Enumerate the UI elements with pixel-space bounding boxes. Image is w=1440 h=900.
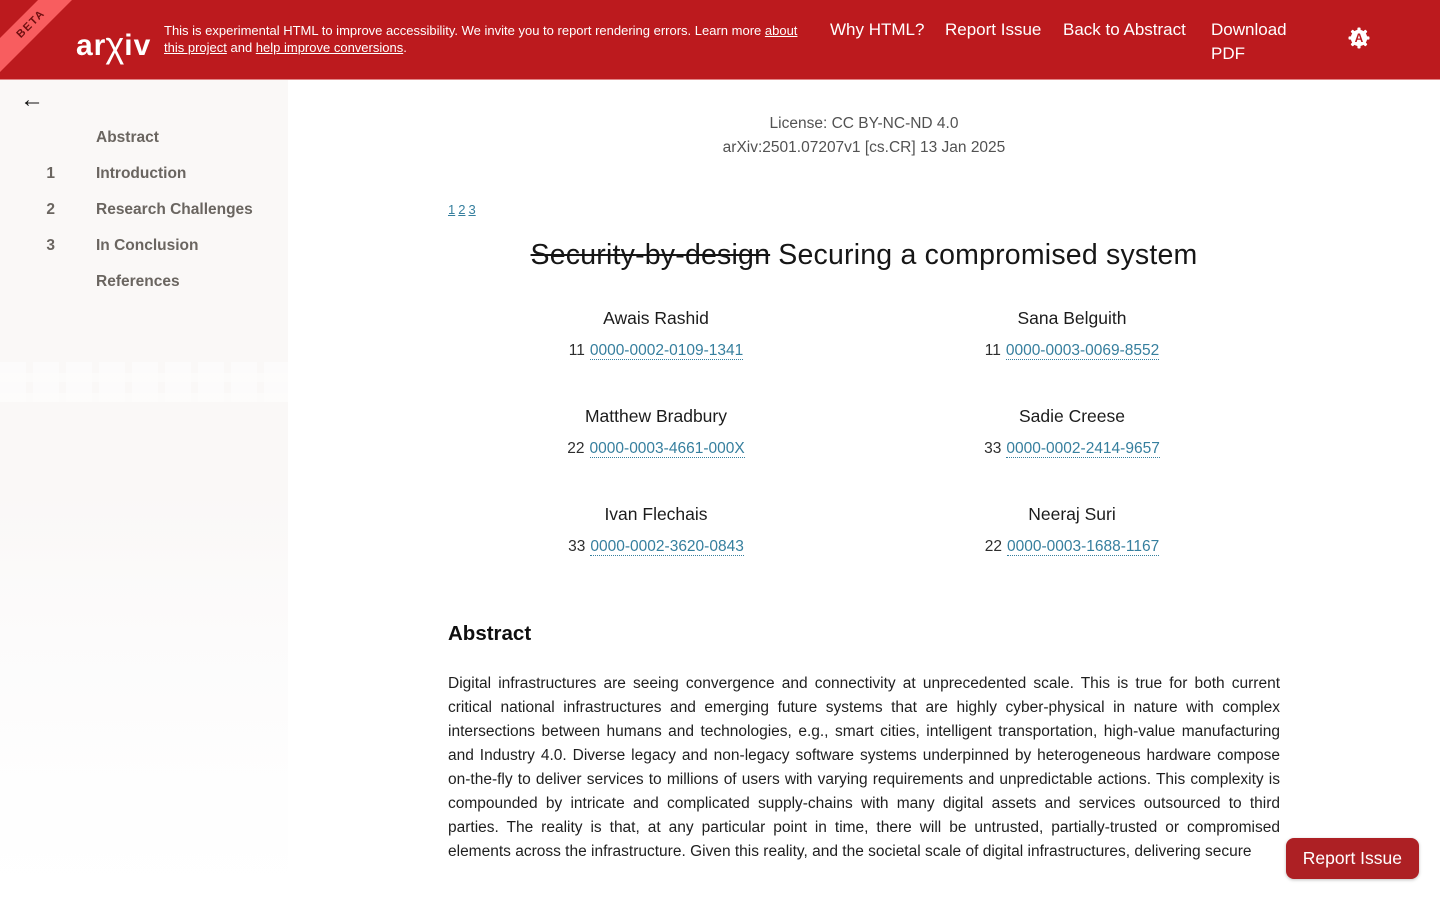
nav-why-html[interactable]: Why HTML? xyxy=(830,20,925,39)
author-orcid-link[interactable]: 0000-0003-0069-8552 xyxy=(1005,342,1160,359)
author-name: Sana Belguith xyxy=(1017,308,1127,328)
author-block xyxy=(448,406,864,458)
author-orcid-link[interactable]: 0000-0003-1688-1167 xyxy=(1006,538,1160,555)
sidebar-watermark xyxy=(0,362,288,402)
author-block xyxy=(448,308,864,360)
logo-text-iv: iv xyxy=(124,29,152,62)
author-affiliation-mark: 11 xyxy=(568,342,585,359)
nav-download-pdf[interactable]: Download PDF xyxy=(1211,20,1287,63)
report-issue-floating-button[interactable]: Report Issue xyxy=(1286,838,1419,879)
title-rest-part: Securing a compromised system xyxy=(770,239,1198,271)
toc-sidebar xyxy=(0,80,288,900)
author-orcid-link[interactable]: 0000-0002-0109-1341 xyxy=(589,342,744,359)
footnote-link-1[interactable]: 1 xyxy=(448,202,456,217)
notice-text: This is experimental HTML to improve accessibility. We invite you to report rendering errors. Learn more xyxy=(164,23,765,38)
nav-back-to-abstract[interactable]: Back to Abstract xyxy=(1063,20,1186,39)
author-name: Sadie Creese xyxy=(1018,406,1126,426)
toc-number: 2 xyxy=(46,201,55,218)
author-block xyxy=(448,504,864,556)
gear-letter-a: A xyxy=(1354,31,1364,46)
author-block xyxy=(864,504,1280,556)
about-this-project-link[interactable]: about this project xyxy=(164,23,798,55)
author-name: Neeraj Suri xyxy=(1028,504,1116,524)
authors-grid xyxy=(448,308,1280,556)
notice-period: . xyxy=(403,40,407,55)
abstract-heading: Abstract xyxy=(448,622,532,645)
author-block xyxy=(864,308,1280,360)
author-affiliation-mark: 11 xyxy=(984,342,1001,359)
title-strikethrough-part: Security-by-design xyxy=(530,239,771,271)
toc-label: Research Challenges xyxy=(96,201,253,218)
license-line: License: CC BY-NC-ND 4.0 xyxy=(769,115,959,132)
collapse-sidebar-arrow-icon[interactable]: ← xyxy=(20,86,44,113)
arxiv-logo[interactable] xyxy=(76,22,151,64)
paper-title xyxy=(448,239,1280,272)
footnote-link-2[interactable]: 2 xyxy=(458,202,466,217)
author-name: Matthew Bradbury xyxy=(584,406,727,426)
author-orcid-link[interactable]: 0000-0002-2414-9657 xyxy=(1006,440,1160,457)
table-of-contents xyxy=(0,120,288,300)
notice-and-text: and xyxy=(226,40,256,55)
toc-item-research-challenges[interactable] xyxy=(0,192,288,228)
logo-text-ar: ar xyxy=(76,29,107,62)
arxiv-id-line: arXiv:2501.07207v1 [cs.CR] 13 Jan 2025 xyxy=(722,139,1006,156)
author-orcid-link[interactable]: 0000-0002-3620-0843 xyxy=(590,538,744,555)
author-name: Awais Rashid xyxy=(603,308,709,328)
paper-content-area xyxy=(288,80,1440,900)
toc-label: Abstract xyxy=(96,129,159,146)
author-block xyxy=(864,406,1280,458)
author-name: Ivan Flechais xyxy=(604,504,708,524)
author-affiliation-mark: 33 xyxy=(568,538,586,555)
toc-label: In Conclusion xyxy=(96,237,199,254)
toc-label: Introduction xyxy=(96,165,187,182)
author-orcid-link[interactable]: 0000-0003-4661-000X xyxy=(589,440,745,457)
experimental-html-notice xyxy=(164,22,812,56)
toc-item-in-conclusion[interactable] xyxy=(0,228,288,264)
toc-item-abstract[interactable] xyxy=(0,120,288,156)
footnote-link-3[interactable]: 3 xyxy=(468,202,476,217)
toc-item-references[interactable] xyxy=(0,264,288,300)
footnote-marker-links xyxy=(448,202,1280,217)
author-affiliation-mark: 33 xyxy=(984,440,1002,457)
nav-report-issue[interactable]: Report Issue xyxy=(945,20,1042,39)
header-nav xyxy=(830,18,1321,66)
toc-number: 1 xyxy=(46,165,55,182)
abstract-paragraph: Digital infrastructures are seeing convergence and connectivity at unprecedented scale. This is true for both current critical national infrastructures and emerging future systems that are highly cyber-physical in nature with complex intersections between humans and technologies, e.g., smart cities, intelligent transportation, high-value manufacturing and Industry 4.0. Diverse legacy and non-legacy software systems underpinned by heterogeneous hardware compose on-the-fly to deliver services to millions of users with varying requirements and unpredictable actions. This complexity is compounded by intricate and complicated supply-chains with many digital assets and services outsourced to third parties. The reality is that, at any particular point in time, there will be untrusted, partially-trusted or compromised elements across the infrastructure. Given this reality, and the societal scale of digital infrastructures, delivering secure xyxy=(448,675,1280,860)
accessibility-settings-gear-icon[interactable] xyxy=(1347,26,1371,50)
author-affiliation-mark: 22 xyxy=(984,538,1002,555)
toc-label: References xyxy=(96,273,180,290)
author-affiliation-mark: 22 xyxy=(567,440,585,457)
toc-item-introduction[interactable] xyxy=(0,156,288,192)
beta-ribbon-label: BETA xyxy=(14,7,48,41)
help-improve-conversions-link[interactable]: help improve conversions xyxy=(255,40,404,55)
top-banner xyxy=(0,0,1440,80)
logo-chi-glyph: χ xyxy=(105,24,126,65)
toc-number: 3 xyxy=(46,237,55,254)
